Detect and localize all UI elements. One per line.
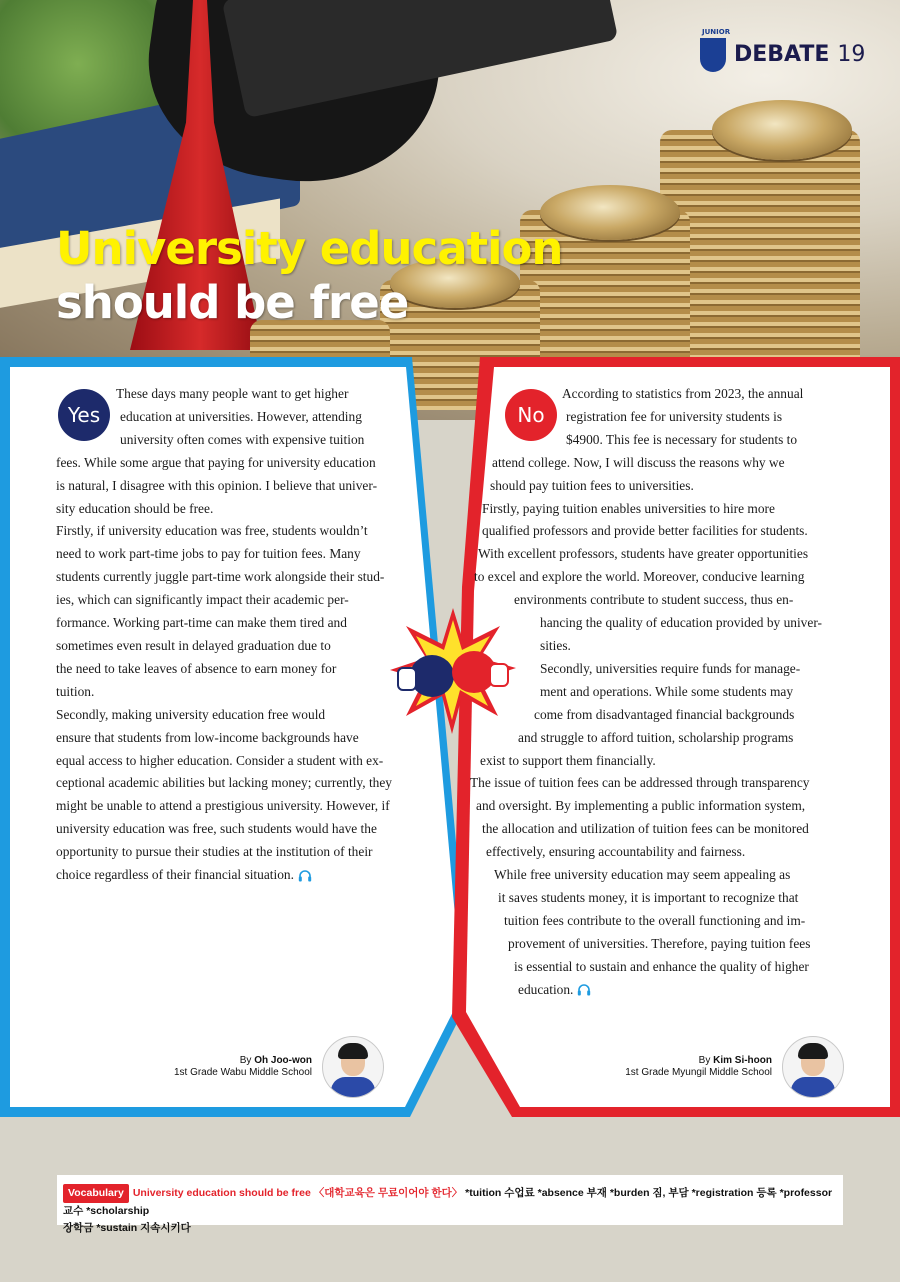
yes-text-line: choice regardless of their financial situation. [56, 864, 421, 887]
yes-text-line: university often comes with expensive tuition [120, 431, 365, 447]
no-text-line: While free university education may seem appealing as [494, 867, 791, 883]
no-text-line: education. [470, 979, 843, 1002]
headphones-icon[interactable] [298, 870, 312, 882]
no-text-line: The issue of tuition fees can be addressed through transparency [470, 775, 810, 791]
no-text-line: the allocation and utilization of tuition fees can be monitored [482, 821, 809, 837]
yes-author-name: Oh Joo-won [254, 1055, 312, 1066]
no-text-line: provement of universities. Therefore, paying tuition fees [508, 935, 811, 951]
no-text-line: tuition fees contribute to the overall functioning and im- [504, 912, 806, 928]
no-text-line: is essential to sustain and enhance the quality of higher [514, 958, 809, 974]
no-text-line: exist to support them financially. [480, 752, 656, 768]
coin-stack [660, 130, 860, 390]
yes-author-avatar [322, 1036, 384, 1098]
no-author-name: Kim Si-hoon [713, 1055, 772, 1066]
yes-text-line: opportunity to pursue their studies at the institution of their [56, 844, 373, 860]
no-text-line: environments contribute to student success, thus en- [514, 592, 794, 608]
magazine-brand [700, 28, 866, 74]
yes-argument-text [56, 383, 421, 887]
junior-logo-icon [700, 28, 731, 74]
yes-text-line: sity education should be free. [56, 500, 214, 516]
title-line-1: University education [56, 222, 563, 275]
yes-author-by: By [239, 1055, 252, 1066]
no-text-line: come from disadvantaged financial backgrounds [534, 706, 795, 722]
yes-text-line: ensure that students from low-income backgrounds have [56, 729, 359, 745]
boxing-gloves-icon [388, 606, 518, 736]
section-name: DEBATE [734, 41, 830, 67]
no-text-line: hancing the quality of education provided by univer- [540, 615, 822, 631]
no-text-line: effectively, ensuring accountability and fairness. [486, 844, 746, 860]
yes-text-line: is natural, I disagree with this opinion. I believe that univer- [56, 477, 378, 493]
yes-text-line: Firstly, if university education was free, students wouldn’t [56, 523, 368, 539]
yes-text-line: ceptional academic abilities but lacking money; currently, they [56, 775, 393, 791]
yes-text-line: education at universities. However, attending [120, 408, 362, 424]
vocabulary-text [63, 1184, 839, 1237]
yes-byline [160, 1055, 312, 1079]
no-author-school: 1st Grade Myungil Middle School [625, 1067, 772, 1078]
yes-text-line: equal access to higher education. Consider a student with ex- [56, 752, 384, 768]
no-argument-text [470, 383, 843, 1001]
no-text-line: it saves students money, it is important to recognize that [498, 889, 799, 905]
yes-text-line: ies, which can significantly impact their academic per- [56, 592, 349, 608]
no-text-line: registration fee for university students is [566, 408, 783, 424]
vocabulary-headline: University education should be free 〈대학교육은 무료이어야 한다〉 [132, 1187, 463, 1199]
yes-text-line: students currently juggle part-time work alongside their stud- [56, 569, 385, 585]
vocabulary-terms: *tuition 수업료 *absence 부재 *burden 짐, 부담 *registration 등록 *professor 교수 *scholarship [63, 1187, 833, 1217]
vocabulary-box [57, 1175, 843, 1234]
yes-text-line: fees. While some argue that paying for university education [56, 454, 376, 470]
yes-text-line: the need to take leaves of absence to earn money for [56, 660, 337, 676]
no-text-line: should pay tuition fees to universities. [490, 477, 694, 493]
no-text-line: sities. [540, 637, 571, 653]
yes-text-line: Secondly, making university education free would [56, 706, 326, 722]
no-author-by: By [698, 1055, 711, 1066]
no-byline [610, 1055, 772, 1079]
vocabulary-tag: Vocabulary [63, 1184, 129, 1203]
no-text-line: qualified professors and provide better facilities for students. [482, 523, 808, 539]
no-text-line: According to statistics from 2023, the annual [562, 386, 804, 401]
junior-label: JUNIOR [702, 28, 731, 36]
yes-text-line: These days many people want to get higher [116, 386, 349, 401]
no-text-line: ment and operations. While some students may [540, 683, 794, 699]
yes-text-line: need to work part-time jobs to pay for tuition fees. Many [56, 546, 361, 562]
title-line-2: should be free [56, 276, 409, 329]
no-text-line: attend college. Now, I will discuss the reasons why we [492, 454, 785, 470]
no-text-line: to excel and explore the world. Moreover, conducive learning [474, 569, 805, 585]
page-title [56, 222, 562, 330]
yes-author-school: 1st Grade Wabu Middle School [173, 1067, 312, 1078]
coin [712, 100, 852, 160]
page-number: 19 [837, 41, 866, 67]
vocabulary-terms-2: 장학금 *sustain 지속시키다 [63, 1222, 191, 1234]
no-text-line: Firstly, paying tuition enables universities to hire more [482, 500, 775, 516]
yes-text-line: university education was free, such students would have the [56, 821, 377, 837]
no-text-line: and struggle to afford tuition, scholarship programs [518, 729, 794, 745]
no-badge: No [505, 389, 557, 441]
no-text-line: With excellent professors, students have greater opportunities [478, 546, 809, 562]
headphones-icon[interactable] [577, 984, 591, 996]
no-text-line: Secondly, universities require funds for manage- [540, 660, 801, 676]
yes-text-line: tuition. [56, 683, 95, 699]
yes-text-line: might be unable to attend a prestigious university. However, if [56, 798, 390, 814]
yes-badge: Yes [58, 389, 110, 441]
no-text-line: $4900. This fee is necessary for students to [566, 431, 798, 447]
no-text-line: and oversight. By implementing a public information system, [476, 798, 806, 814]
yes-text-line: sometimes even result in delayed graduation due to [56, 637, 331, 653]
yes-text-line: formance. Working part-time can make them tired and [56, 615, 347, 631]
no-author-avatar [782, 1036, 844, 1098]
